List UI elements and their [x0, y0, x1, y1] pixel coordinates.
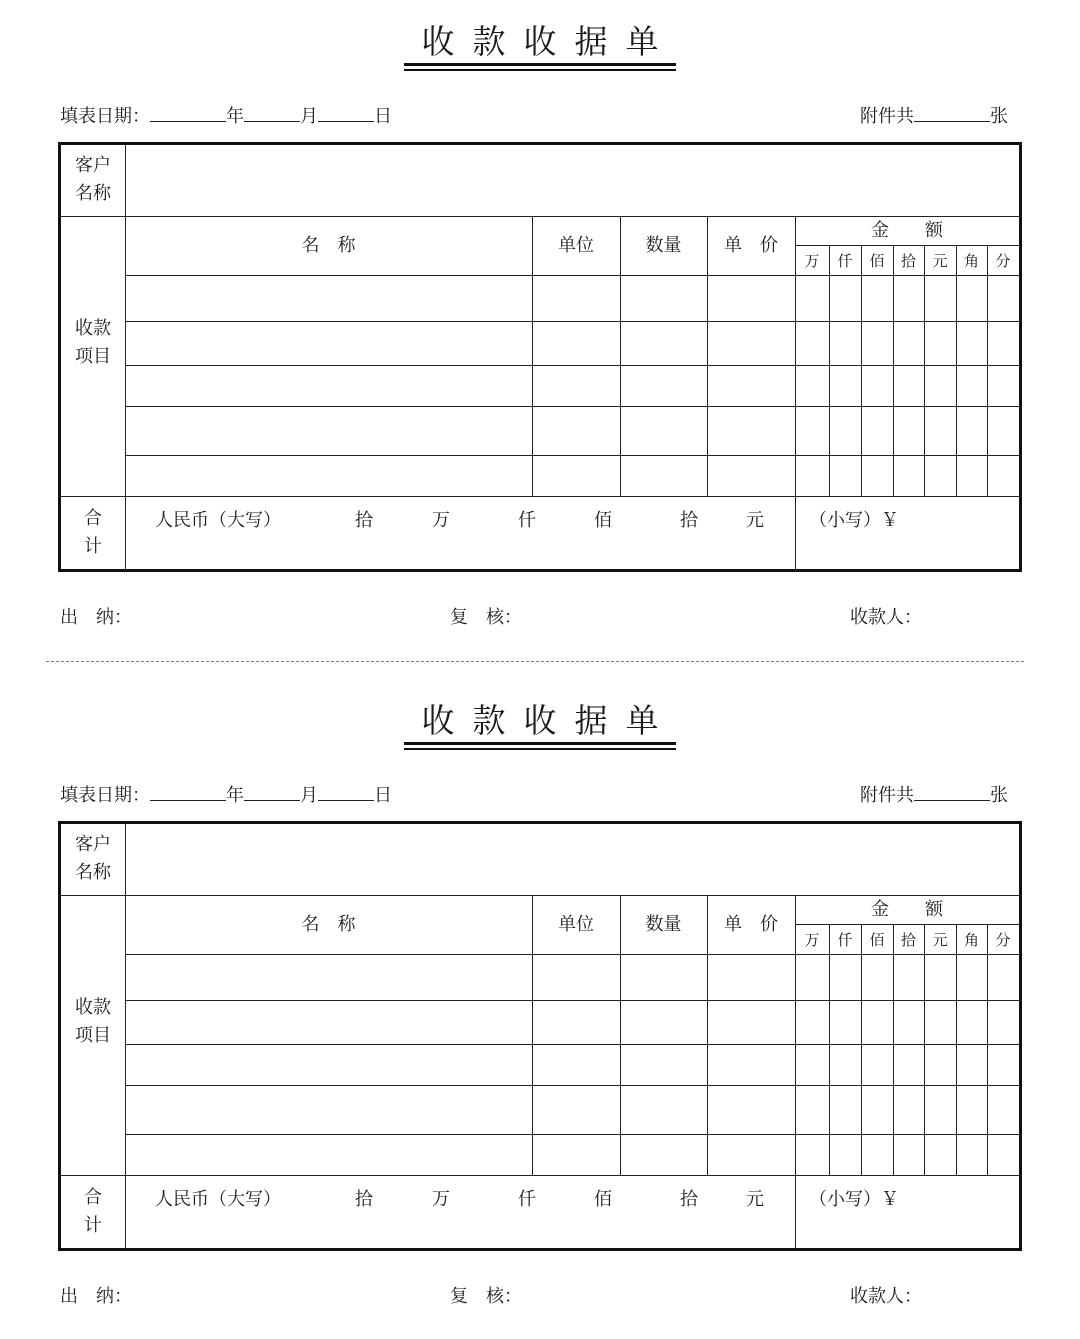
col-divider [125, 145, 126, 569]
cut-line [46, 661, 1024, 662]
digit-divider [956, 924, 957, 1175]
col-header-unit: 单位 [558, 914, 594, 935]
item-row-2[interactable] [127, 323, 531, 364]
row-divider [125, 365, 1019, 366]
upper-unit: 拾 [355, 510, 373, 531]
attachments-suffix: 张 [990, 785, 1008, 806]
row-divider [125, 1044, 1019, 1045]
day-label: 日 [374, 785, 392, 806]
row-divider [125, 1000, 1019, 1001]
day-blank[interactable] [318, 105, 374, 122]
digit-header: 分 [995, 252, 1011, 270]
digit-header: 万 [804, 252, 820, 270]
year-label: 年 [226, 106, 244, 127]
upper-unit: 拾 [680, 510, 698, 531]
col-header-qty: 数量 [645, 914, 682, 935]
fill-date-label: 填表日期： [60, 106, 150, 127]
fill-date-label: 填表日期： [60, 785, 150, 806]
year-label: 年 [226, 785, 244, 806]
upper-unit: 元 [746, 1189, 764, 1210]
digit-header: 角 [963, 931, 979, 949]
digit-header: 元 [932, 252, 948, 270]
row-divider [125, 1134, 1019, 1135]
digit-header: 仟 [837, 252, 853, 270]
item-row-1[interactable] [127, 956, 531, 999]
digit-divider [924, 924, 925, 1175]
digit-divider [829, 924, 830, 1175]
digit-divider [829, 245, 830, 496]
customer-label: 客户 名称 [75, 155, 111, 204]
month-label: 月 [300, 106, 318, 127]
attachments-line [860, 105, 1008, 128]
total-label: 合 计 [84, 1187, 102, 1236]
digit-header: 元 [932, 931, 948, 949]
digit-header: 万 [804, 931, 820, 949]
cashier-label: 出 纳： [60, 1286, 132, 1307]
attachments-prefix: 附件共 [860, 106, 914, 127]
digit-divider [956, 245, 957, 496]
digit-divider [987, 245, 988, 496]
customer-name-field[interactable] [127, 147, 1017, 215]
upper-unit: 拾 [680, 1189, 698, 1210]
digit-header: 拾 [900, 931, 916, 949]
digit-header: 分 [995, 931, 1011, 949]
cashier-label: 出 纳： [60, 607, 132, 628]
item-row-5[interactable] [127, 1136, 531, 1174]
rmb-upper-label: 人民币（大写） [155, 1189, 281, 1210]
receipt-title: 收款收据单 [421, 22, 677, 61]
receipt-form [0, 679, 1080, 1339]
customer-label: 客户 名称 [75, 834, 111, 883]
payee-label: 收款人： [850, 1286, 922, 1307]
digit-header: 仟 [837, 931, 853, 949]
year-blank[interactable] [150, 105, 226, 122]
upper-unit: 佰 [594, 1189, 612, 1210]
col-header-amount: 金 额 [871, 220, 943, 241]
item-row-2[interactable] [127, 1002, 531, 1043]
title-underline [404, 63, 676, 66]
month-blank[interactable] [244, 784, 300, 801]
digit-divider [893, 245, 894, 496]
col-header-name: 名 称 [301, 914, 356, 935]
rmb-upper-label: 人民币（大写） [155, 510, 281, 531]
row-divider [125, 406, 1019, 407]
row-divider [125, 455, 1019, 456]
digit-header: 角 [963, 252, 979, 270]
attachments-blank[interactable] [914, 105, 990, 122]
year-blank[interactable] [150, 784, 226, 801]
review-label: 复 核： [450, 1286, 522, 1307]
upper-unit: 万 [432, 1189, 450, 1210]
rmb-lower-label: （小写）￥ [809, 1189, 899, 1210]
col-header-name: 名 称 [301, 235, 356, 256]
attachments-line [860, 784, 1008, 807]
row-divider [125, 954, 1019, 955]
rmb-lower-label: （小写）￥ [809, 510, 899, 531]
day-blank[interactable] [318, 784, 374, 801]
title-underline [404, 748, 676, 750]
items-label: 收款 项目 [75, 997, 111, 1046]
digit-divider [924, 245, 925, 496]
title-underline [404, 69, 676, 71]
digit-header: 佰 [869, 252, 885, 270]
digit-divider [861, 924, 862, 1175]
title-underline [404, 742, 676, 745]
row-divider [125, 1085, 1019, 1086]
digit-header: 佰 [869, 931, 885, 949]
receipt-table [58, 142, 1022, 572]
month-label: 月 [300, 785, 318, 806]
digit-divider [861, 245, 862, 496]
upper-unit: 万 [432, 510, 450, 531]
row-divider [125, 321, 1019, 322]
row-divider [125, 275, 1019, 276]
receipt-form [0, 0, 1080, 660]
day-label: 日 [374, 106, 392, 127]
attachments-blank[interactable] [914, 784, 990, 801]
review-label: 复 核： [450, 607, 522, 628]
item-row-1[interactable] [127, 277, 531, 320]
item-row-5[interactable] [127, 457, 531, 495]
attachments-suffix: 张 [990, 106, 1008, 127]
col-header-unit: 单位 [558, 235, 594, 256]
upper-unit: 仟 [518, 1189, 536, 1210]
upper-unit: 仟 [518, 510, 536, 531]
attachments-prefix: 附件共 [860, 785, 914, 806]
row-divider [61, 1175, 1019, 1176]
fill-date-line [60, 784, 392, 807]
item-row-4[interactable] [127, 1087, 531, 1133]
item-row-4[interactable] [127, 408, 531, 454]
upper-unit: 拾 [355, 1189, 373, 1210]
upper-unit: 佰 [594, 510, 612, 531]
col-header-price: 单 价 [724, 235, 778, 256]
item-row-3[interactable] [127, 367, 531, 405]
total-label: 合 计 [84, 508, 102, 557]
col-header-qty: 数量 [645, 235, 682, 256]
digit-header: 拾 [900, 252, 916, 270]
col-header-amount: 金 额 [871, 899, 943, 920]
fill-date-line [60, 105, 392, 128]
receipt-table [58, 821, 1022, 1251]
receipt-title: 收款收据单 [421, 701, 677, 740]
payee-label: 收款人： [850, 607, 922, 628]
customer-name-field[interactable] [127, 826, 1017, 894]
item-row-3[interactable] [127, 1046, 531, 1084]
upper-unit: 元 [746, 510, 764, 531]
col-divider [125, 824, 126, 1248]
row-divider [61, 496, 1019, 497]
items-label: 收款 项目 [75, 318, 111, 367]
month-blank[interactable] [244, 105, 300, 122]
digit-divider [987, 924, 988, 1175]
col-header-price: 单 价 [724, 914, 778, 935]
digit-divider [893, 924, 894, 1175]
